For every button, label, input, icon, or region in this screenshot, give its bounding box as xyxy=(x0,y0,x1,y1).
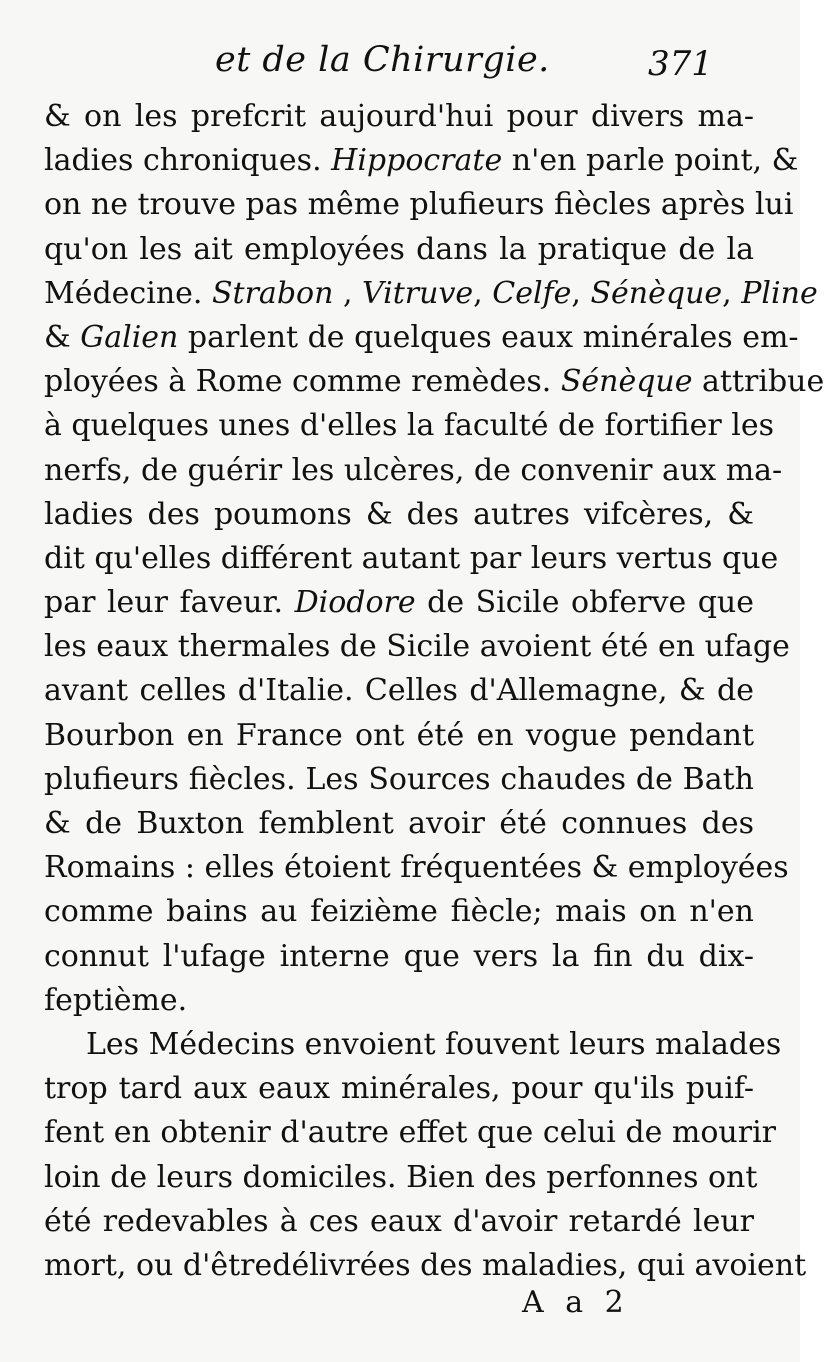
italic-name: Celfe xyxy=(492,275,572,311)
text-line xyxy=(44,846,789,890)
text-line xyxy=(44,272,818,316)
italic-name: Sénèque xyxy=(590,275,723,311)
text-line xyxy=(44,758,754,802)
text-line xyxy=(44,890,754,934)
text-line xyxy=(44,1244,807,1288)
text-run: mort, ou d'êtredélivrées des maladies, qui avoient xyxy=(44,1247,807,1283)
text-run: nerfs, de guérir les ulcères, de convenir aux ma- xyxy=(44,452,783,488)
text-run: on ne trouve pas même plufieurs fiècles après lui xyxy=(44,187,794,223)
text-line xyxy=(44,1156,758,1200)
text-run: , xyxy=(473,275,493,311)
text-run: dit qu'elles différent autant par leurs vertus que xyxy=(44,540,779,576)
text-line xyxy=(44,95,754,139)
text-line xyxy=(44,404,775,448)
text-line xyxy=(44,139,799,183)
text-line xyxy=(44,183,794,227)
text-run: & on les prefcrit aujourd'hui pour divers ma- xyxy=(44,99,754,134)
text-run: , xyxy=(571,275,591,311)
text-line xyxy=(44,1111,777,1155)
signature-mark: A a 2 xyxy=(522,1285,630,1320)
text-run: loin de leurs domiciles. Bien des perfonnes ont xyxy=(44,1159,758,1195)
text-run: attribue xyxy=(692,364,824,400)
running-head xyxy=(0,40,800,90)
text-line xyxy=(44,669,754,713)
running-title: et de la Chirurgie. xyxy=(215,40,550,80)
italic-name: Diodore xyxy=(294,585,416,621)
text-line xyxy=(44,714,754,758)
text-run: connut l'ufage interne que vers la fin du dix- xyxy=(44,938,754,974)
text-line xyxy=(44,979,754,1023)
text-run: & de Buxton femblent avoir été connues des xyxy=(44,806,754,841)
text-line xyxy=(44,625,790,669)
text-run: plufieurs fiècles. Les Sources chaudes de Bath xyxy=(44,761,754,797)
text-line xyxy=(44,449,783,493)
text-run: avant celles d'Italie. Celles d'Allemagne, & de xyxy=(44,673,754,709)
text-run: feptième. xyxy=(44,982,188,1018)
italic-name: Strabon xyxy=(211,275,334,311)
text-line xyxy=(44,228,754,272)
text-run: de Sicile obferve que xyxy=(415,585,754,621)
paragraph-2 xyxy=(44,1023,807,1288)
text-run: fent en obtenir d'autre effet que celui de mourir xyxy=(44,1115,777,1151)
text-run: qu'on les ait employées dans la pratique de la xyxy=(44,231,754,267)
text-line xyxy=(44,802,754,846)
italic-name: Pline xyxy=(741,275,818,311)
text-run: Bourbon en France ont été en vogue pendant xyxy=(44,717,754,753)
text-line xyxy=(44,1067,754,1111)
page-number: 371 xyxy=(648,44,713,84)
text-run: ployées à Rome comme remèdes. xyxy=(44,364,561,400)
text-line xyxy=(44,537,779,581)
text-run: , xyxy=(722,275,742,311)
text-line xyxy=(44,935,754,979)
text-run: Médecine. xyxy=(44,275,212,311)
text-line xyxy=(44,1023,782,1067)
text-run: été redevables à ces eaux d'avoir retardé leur xyxy=(44,1203,754,1239)
text-run: trop tard aux eaux minérales, pour qu'ils puif- xyxy=(44,1071,754,1107)
text-run: à quelques unes d'elles la faculté de fortifier les xyxy=(44,408,775,444)
italic-name: Sénèque xyxy=(560,364,693,400)
italic-name: Hippocrate xyxy=(331,143,503,179)
text-run: Romains : elles étoient fréquentées & employées xyxy=(44,850,789,886)
italic-name: Vitruve xyxy=(362,275,474,311)
text-line xyxy=(44,360,824,404)
text-line xyxy=(44,316,799,360)
text-run: les eaux thermales de Sicile avoient été en ufage xyxy=(44,629,790,665)
text-line xyxy=(44,581,754,625)
body-text xyxy=(44,95,824,1288)
paragraph-1 xyxy=(44,95,824,1023)
text-line xyxy=(44,493,754,537)
text-run: Les Médecins envoient fouvent leurs malades xyxy=(86,1026,782,1062)
text-run: ladies chroniques. xyxy=(44,143,332,179)
text-line xyxy=(44,1200,754,1244)
italic-name: Galien xyxy=(80,319,179,355)
text-run: n'en parle point, & xyxy=(502,143,799,179)
text-run: , xyxy=(333,275,363,311)
text-run: comme bains au feizième fiècle; mais on n'en xyxy=(44,894,754,930)
text-run: parlent de quelques eaux minérales em- xyxy=(178,319,799,355)
text-run: & xyxy=(44,319,81,355)
text-run: par leur faveur. xyxy=(44,585,295,621)
text-run: ladies des poumons & des autres vifcères, & xyxy=(44,496,754,532)
